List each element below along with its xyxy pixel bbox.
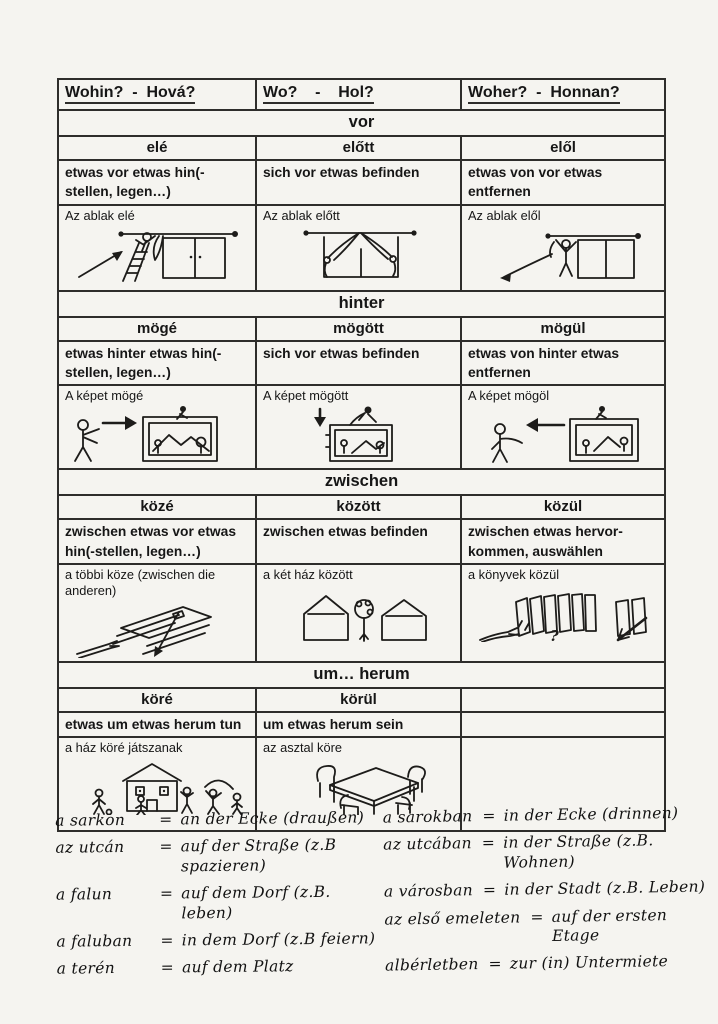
- meanings-row-um-herum: [58, 712, 665, 737]
- equals-sign: =: [159, 837, 173, 856]
- meanings-row-zwischen: [58, 519, 665, 564]
- note-line: [383, 803, 713, 828]
- note-hungarian: a falun: [55, 885, 113, 904]
- form-cell: elől: [461, 136, 665, 160]
- meanings-row-hinter: [58, 341, 665, 386]
- example-caption: a két ház között: [263, 566, 353, 582]
- example-cell: [58, 385, 256, 469]
- note-line: [56, 882, 378, 924]
- note-hungarian: az első emeleten: [384, 907, 521, 929]
- form-cell: [461, 688, 665, 712]
- note-hungarian: a faluban: [56, 931, 133, 951]
- column-header-woher: [461, 79, 665, 110]
- note-german: auf dem Dorf (z.B. leben): [181, 882, 331, 922]
- note-german: an der Ecke (draußen): [180, 808, 365, 829]
- example-caption: a többi köze (zwischen die anderen): [65, 566, 216, 598]
- note-line: [55, 808, 377, 831]
- example-caption: A képet mögé: [65, 388, 144, 404]
- meaning-cell: etwas um etwas herum tun: [58, 712, 256, 737]
- form-cell: mögül: [461, 317, 665, 341]
- note-line: [55, 836, 377, 878]
- equals-sign: =: [488, 955, 502, 974]
- note-german: in der Straße (z.B. Wohnen): [502, 831, 654, 872]
- section-title-hinter: [58, 291, 665, 317]
- form-cell: mögé: [58, 317, 256, 341]
- meaning-cell: etwas von vor etwas entfernen: [461, 160, 665, 205]
- note-german: auf der ersten Etage: [551, 905, 668, 945]
- example-cell: [461, 564, 665, 662]
- column-header-wo: [256, 79, 461, 110]
- meaning-cell: etwas vor etwas hin(-stellen, legen…): [58, 160, 256, 205]
- sketch-tree-between-houses-icon: [266, 584, 452, 642]
- note-hungarian: a városban: [383, 881, 474, 901]
- equals-sign: =: [530, 907, 544, 926]
- meaning-cell: zwischen etwas vor etwas hin(-stellen, legen…): [58, 519, 256, 564]
- example-cell: [256, 385, 461, 469]
- equals-sign: =: [482, 880, 497, 900]
- meaning-cell: zwischen etwas hervor-kommen, auswählen: [461, 519, 665, 564]
- sketch-choose-book-icon: [470, 584, 656, 642]
- note-german: auf dem Platz: [181, 957, 294, 977]
- form-cell: előtt: [256, 136, 461, 160]
- forms-row-zwischen: [58, 495, 665, 519]
- note-german: in der Stadt (z.B. Leben): [504, 877, 706, 899]
- note-hungarian: a terén: [56, 959, 116, 978]
- column-header-woher-label: Woher? - Honnan?: [468, 84, 620, 104]
- example-caption: Az ablak elé: [65, 207, 135, 223]
- sketch-question-mark: ?: [550, 626, 559, 642]
- example-caption: Az ablak előtt: [263, 207, 340, 223]
- example-cell: [461, 385, 665, 469]
- example-caption: az asztal köre: [263, 740, 342, 756]
- note-line: [384, 905, 715, 949]
- note-line: [384, 878, 714, 903]
- sketch-take-from-behind-picture-icon: [470, 405, 656, 463]
- section-title-zwischen-cell: zwischen: [58, 469, 665, 495]
- handwritten-notes-left: [55, 808, 379, 987]
- meaning-cell: [461, 712, 665, 737]
- note-hungarian: az utcában: [383, 834, 472, 854]
- note-line: [383, 831, 714, 875]
- equals-sign: =: [481, 834, 496, 853]
- examples-row-hinter: [58, 385, 665, 469]
- form-cell: körül: [256, 688, 461, 712]
- section-title-um-herum: [58, 662, 665, 688]
- equals-sign: =: [160, 958, 175, 977]
- section-title-vor-cell: vor: [58, 110, 665, 136]
- examples-row-zwischen: [58, 564, 665, 662]
- sketch-hang-curtain-icon: [65, 225, 251, 283]
- forms-row-vor: [58, 136, 665, 160]
- example-cell: [58, 205, 256, 291]
- sketch-put-behind-picture-icon: [65, 405, 251, 463]
- example-caption: A képet mögöl: [468, 388, 550, 404]
- form-cell: közé: [58, 495, 256, 519]
- section-title-um-herum-cell: um… herum: [58, 662, 665, 688]
- equals-sign: =: [159, 810, 173, 829]
- sketch-playing-around-house-icon: [65, 757, 251, 815]
- sketch-chairs-around-table-icon: [266, 757, 452, 815]
- equals-sign: =: [482, 806, 496, 826]
- column-header-wo-label: Wo? - Hol?: [263, 84, 374, 104]
- meaning-cell: sich vor etwas befinden: [256, 160, 461, 205]
- note-line: [57, 957, 379, 980]
- form-cell: köré: [58, 688, 256, 712]
- example-caption: a könyvek közül: [468, 566, 560, 582]
- handwritten-notes-right: [383, 803, 716, 984]
- note-hungarian: albérletben: [384, 955, 479, 975]
- examples-row-vor: [58, 205, 665, 291]
- note-german: auf der Straße (z.B spazieren): [180, 836, 337, 876]
- example-caption: a ház köré játszanak: [65, 740, 183, 756]
- forms-row-um-herum: [58, 688, 665, 712]
- section-title-hinter-cell: hinter: [58, 291, 665, 317]
- meaning-cell: etwas hinter etwas hin(-stellen, legen…): [58, 341, 256, 386]
- note-german: in der Ecke (drinnen): [503, 803, 679, 825]
- meaning-cell: etwas von hinter etwas entfernen: [461, 341, 665, 386]
- example-cell: [58, 564, 256, 662]
- note-hungarian: az utcán: [55, 838, 125, 858]
- section-title-zwischen: [58, 469, 665, 495]
- forms-row-hinter: [58, 317, 665, 341]
- sketch-behind-picture-icon: [266, 405, 452, 463]
- form-cell: közül: [461, 495, 665, 519]
- column-header-wohin: [58, 79, 256, 110]
- sketch-insert-letter-between-icon: [65, 600, 251, 658]
- equals-sign: =: [160, 931, 174, 950]
- preposition-table: [57, 78, 666, 832]
- note-german: in dem Dorf (z.B feiern): [181, 929, 376, 950]
- example-caption: A képet mögött: [263, 388, 349, 404]
- note-line: [385, 952, 715, 977]
- note-hungarian: a sarokban: [382, 807, 473, 827]
- section-title-vor: [58, 110, 665, 136]
- form-cell: mögött: [256, 317, 461, 341]
- meaning-cell: um etwas herum sein: [256, 712, 461, 737]
- note-hungarian: a sarkon: [55, 810, 126, 830]
- meaning-cell: zwischen etwas befinden: [256, 519, 461, 564]
- sketch-curtain-front-icon: [266, 225, 452, 283]
- example-cell: [256, 564, 461, 662]
- example-cell: [256, 205, 461, 291]
- equals-sign: =: [159, 884, 174, 903]
- example-cell: [461, 205, 665, 291]
- header-row: [58, 79, 665, 110]
- column-header-wohin-label: Wohin? - Hová?: [65, 84, 195, 104]
- meaning-cell: sich vor etwas befinden: [256, 341, 461, 386]
- form-cell: között: [256, 495, 461, 519]
- note-german: zur (in) Untermiete: [509, 952, 669, 973]
- sketch-remove-curtain-icon: [470, 225, 656, 283]
- example-caption: Az ablak elől: [468, 207, 541, 223]
- form-cell: elé: [58, 136, 256, 160]
- note-line: [56, 929, 378, 952]
- meanings-row-vor: [58, 160, 665, 205]
